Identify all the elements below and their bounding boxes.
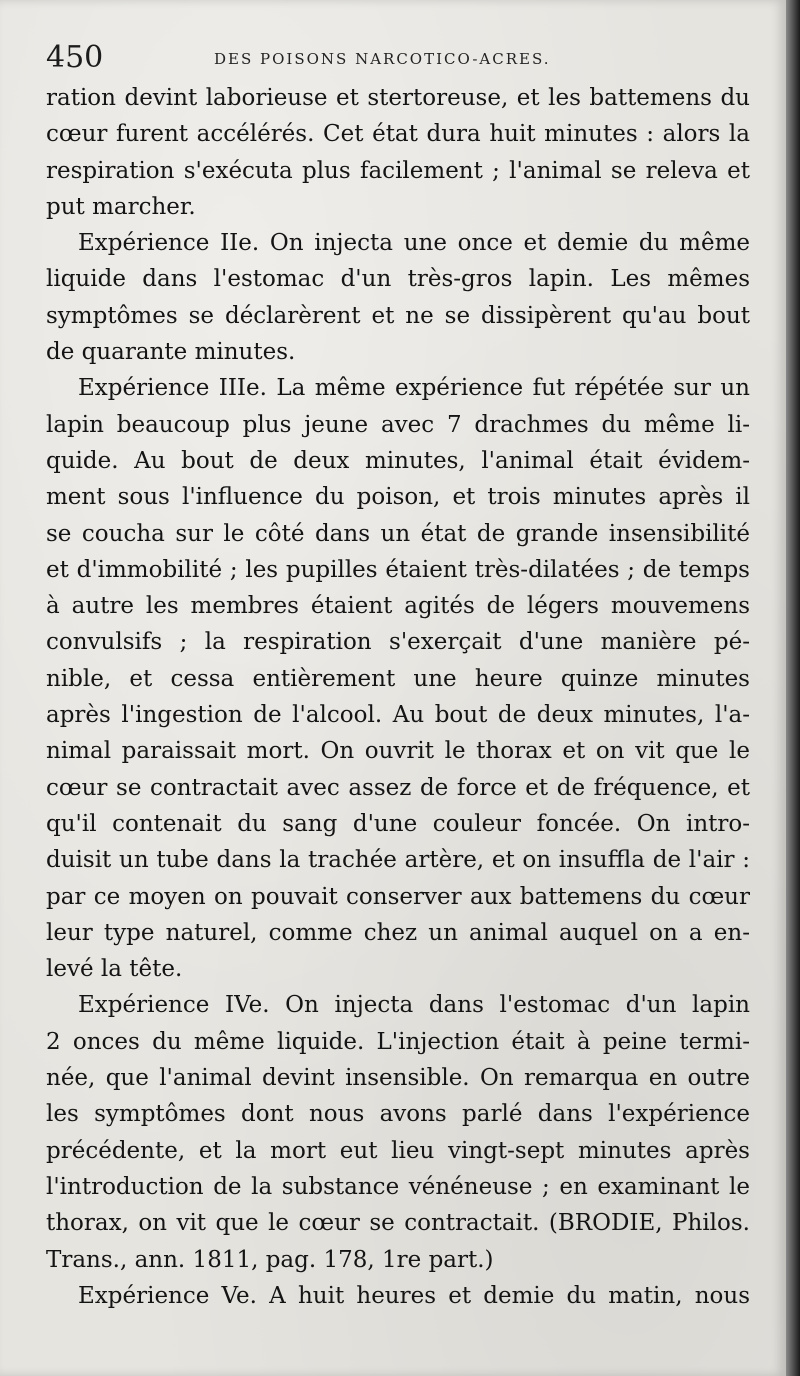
book-edge-shadow	[786, 0, 800, 1376]
text-line: liquide dans l'estomac d'un très-gros lapin. Les mêmes	[46, 266, 750, 293]
text-line: quide. Au bout de deux minutes, l'animal était évidem-	[46, 447, 750, 474]
text-line: Trans., ann. 1811, pag. 178, 1re part.)	[46, 1246, 494, 1273]
text-line: thorax, on vit que le cœur se contractait. (BRODIE, Philos.	[46, 1210, 750, 1237]
text-line: duisit un tube dans la trachée artère, et on insuffla de l'air :	[46, 847, 750, 874]
text-line: et d'immobilité ; les pupilles étaient très-dilatées ; de temps	[46, 556, 750, 583]
text-line: 2 onces du même liquide. L'injection était à peine termi-	[46, 1028, 750, 1055]
text-line: nimal paraissait mort. On ouvrit le thorax et on vit que le	[46, 738, 750, 765]
text-line: levé la tête.	[46, 956, 183, 983]
text-line: ment sous l'influence du poison, et trois minutes après il	[46, 484, 750, 511]
text-line: après l'ingestion de l'alcool. Au bout de deux minutes, l'a-	[46, 702, 750, 729]
paragraph-start-line: Expérience IIIe. La même expérience fut répétée sur un	[78, 375, 750, 402]
body-text	[46, 80, 750, 1314]
text-line: symptômes se déclarèrent et ne se dissipèrent qu'au bout	[46, 302, 750, 329]
text-line: précédente, et la mort eut lieu vingt-sept minutes après	[46, 1137, 750, 1164]
text-line: à autre les membres étaient agités de légers mouvemens	[46, 593, 750, 620]
text-line: se coucha sur le côté dans un état de grande insensibilité	[46, 520, 750, 547]
text-line: née, que l'animal devint insensible. On remarqua en outre	[46, 1065, 750, 1092]
text-line: put marcher.	[46, 193, 196, 220]
text-line: les symptômes dont nous avons parlé dans l'expérience	[46, 1101, 750, 1128]
text-line: cœur se contractait avec assez de force et de fréquence, et	[46, 774, 750, 801]
text-line: convulsifs ; la respiration s'exerçait d'une manière pé-	[46, 629, 750, 656]
page-number: 450	[46, 40, 104, 75]
text-line: de quarante minutes.	[46, 339, 296, 366]
text-line: leur type naturel, comme chez un animal auquel on a en-	[46, 919, 750, 946]
text-line: l'introduction de la substance vénéneuse ; en examinant le	[46, 1173, 750, 1200]
running-title: DES POISONS NARCOTICO-ACRES.	[214, 50, 551, 68]
text-line: respiration s'exécuta plus facilement ; l'animal se releva et	[46, 157, 750, 184]
text-line: lapin beaucoup plus jeune avec 7 drachmes du même li-	[46, 411, 750, 438]
text-line: qu'il contenait du sang d'une couleur foncée. On intro-	[46, 810, 750, 837]
text-line: cœur furent accélérés. Cet état dura huit minutes : alors la	[46, 121, 750, 148]
paragraph-start-line: Expérience Ve. A huit heures et demie du matin, nous	[78, 1282, 750, 1309]
text-line: nible, et cessa entièrement une heure quinze minutes	[46, 665, 750, 692]
text-line: ration devint laborieuse et stertoreuse, et les battemens du	[46, 85, 750, 111]
text-line: par ce moyen on pouvait conserver aux battemens du cœur	[46, 883, 750, 910]
paragraph-start-line: Expérience IVe. On injecta dans l'estomac d'un lapin	[78, 992, 750, 1019]
page-header	[46, 40, 746, 76]
paragraph-start-line: Expérience IIe. On injecta une once et demie du même	[78, 230, 750, 257]
